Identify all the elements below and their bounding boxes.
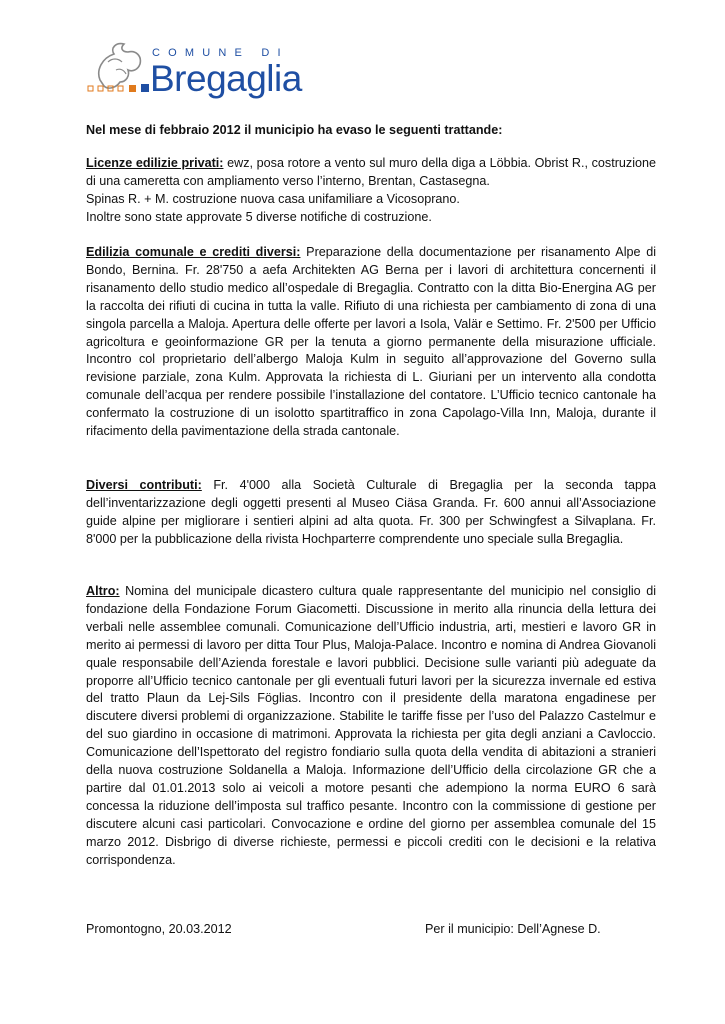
section-contributions xyxy=(86,477,656,549)
logo-emblem-icon xyxy=(86,40,152,106)
section-text: Preparazione della documentazione per risanamento Alpe di Bondo, Bernina. Fr. 28'750 a aefa Architekten AG Berna per i lavori di architettura concernenti il risanamento dello studio medico all’ospedale di Bregaglia. Contratto con la ditta Bio-Energina AG per la raccolta dei rifiuti di cucina in tutta la valle. Rifiuto di una richiesta per cambiamento di zona di una singola parcella a Maloja. Apertura delle offerte per lavori a Isola, Valär e Settimo. Fr. 2'500 per Ufficio agricoltura e geoinformazione GR per la tenuta a giorno permanente della misurazione ufficiale. Incontro col proprietario dell’albergo Maloja Kulm in seguito all’approvazione del Governo sulla revisione parziale, zona Kulm. Approvata la richiesta di L. Giuriani per un intervento alla condotta comunale dell’acqua per rendere possibile l’installazione del contatore. L’Ufficio tecnico cantonale ha confermato la costruzione di un isolotto spartitraffico in zona Capolago-Villa Inn, Maloja, durante il rifacimento della pavimentazione della strada cantonale. xyxy=(86,245,656,439)
municipality-logo xyxy=(86,40,316,106)
section-title: Licenze edilizie privati: xyxy=(86,156,224,170)
section-other xyxy=(86,583,656,870)
logo-name: Bregaglia xyxy=(150,58,302,99)
logo-top-text: COMUNE DI xyxy=(152,47,289,59)
section-text: Fr. 4'000 alla Società Culturale di Bregaglia per la seconda tappa dell’inventarizzazione degli oggetti presenti al Museo Ciäsa Granda. Fr. 600 annui all’Associazione guide alpine per migliorare i sentieri alpini ad alta quota. Fr. 300 per Schwingfest a Silvaplana. Fr. 8'000 per la pubblicazione della rivista Hochparterre comprendente uno speciale sulla Bregaglia. xyxy=(86,478,657,546)
intro-heading: Nel mese di febbraio 2012 il municipio ha evaso le seguenti trattande: xyxy=(86,123,503,137)
section-private-permits xyxy=(86,155,656,227)
section-title: Altro: xyxy=(86,584,120,598)
section-municipal-building xyxy=(86,244,656,441)
signature: Per il municipio: Dell’Agnese D. xyxy=(425,922,601,936)
section-title: Diversi contributi: xyxy=(86,478,202,492)
section-text: Nomina del municipale dicastero cultura quale rappresentante del municipio nel consiglio di fondazione della Fondazione Forum Giacometti. Discussione in merito alla rinuncia della lettura dei verbali nelle assemblee comunali. Comunicazione dell’Ufficio industria, arti, mestieri e lavoro GR in merito ai permessi di lavoro per ditta Tour Plus, Maloja-Palace. Incontro e nomina di Andrea Giovanoli quale responsabile dell’Azienda forestale e lavori pubblici. Decisione sulle varianti più adeguate da proporre all’Ufficio tecnico cantonale per gli eventuali futuri lavori per la sicurezza invernale ed estiva del tratto Plaun da Lej-Sils Föglias. Incontro con il presidente della maratona engadinese per discutere diversi problemi di organizzazione. Stabilite le tariffe fisse per l’uso del Palazzo Castelmur e del suo giardino in occasione di matrimoni. Approvata la richiesta per gita degli anziani a Cavloccio. Comunicazione dell’Ispettorato del registro fondiario sulla quota della vendita di abitazioni a stranieri della nuova costruzione Soldanella a Maloja. Informazione dell’Ufficio della circolazione GR che a partire dal 01.01.2013 solo ai veicoli a motore pesanti che adempiono la norma EURO 6 sarà concessa la riduzione dell’imposta sul traffico pesante. Incontro con la commissione di gestione per discutere alcuni casi particolari. Convocazione e ordine del giorno per assemblea comunale del 15 marzo 2012. Disbrigo di diverse richieste, permessi e piccoli crediti con le decisioni e la relativa corrispondenza. xyxy=(86,584,656,867)
paragraph-line: Spinas R. + M. costruzione nuova casa unifamiliare a Vicosoprano. xyxy=(86,191,460,206)
section-text: ewz, posa rotore a vento sul muro della diga a Löbbia. Obrist R., costruzione di una cameretta con ampliamento verso l’interno, Brentan, Castasegna. xyxy=(86,156,657,188)
paragraph-line: Inoltre sono state approvate 5 diverse notifiche di costruzione. xyxy=(86,209,432,224)
section-title: Edilizia comunale e crediti diversi: xyxy=(86,245,301,259)
paragraph xyxy=(86,155,656,191)
place-date: Promontogno, 20.03.2012 xyxy=(86,922,232,936)
